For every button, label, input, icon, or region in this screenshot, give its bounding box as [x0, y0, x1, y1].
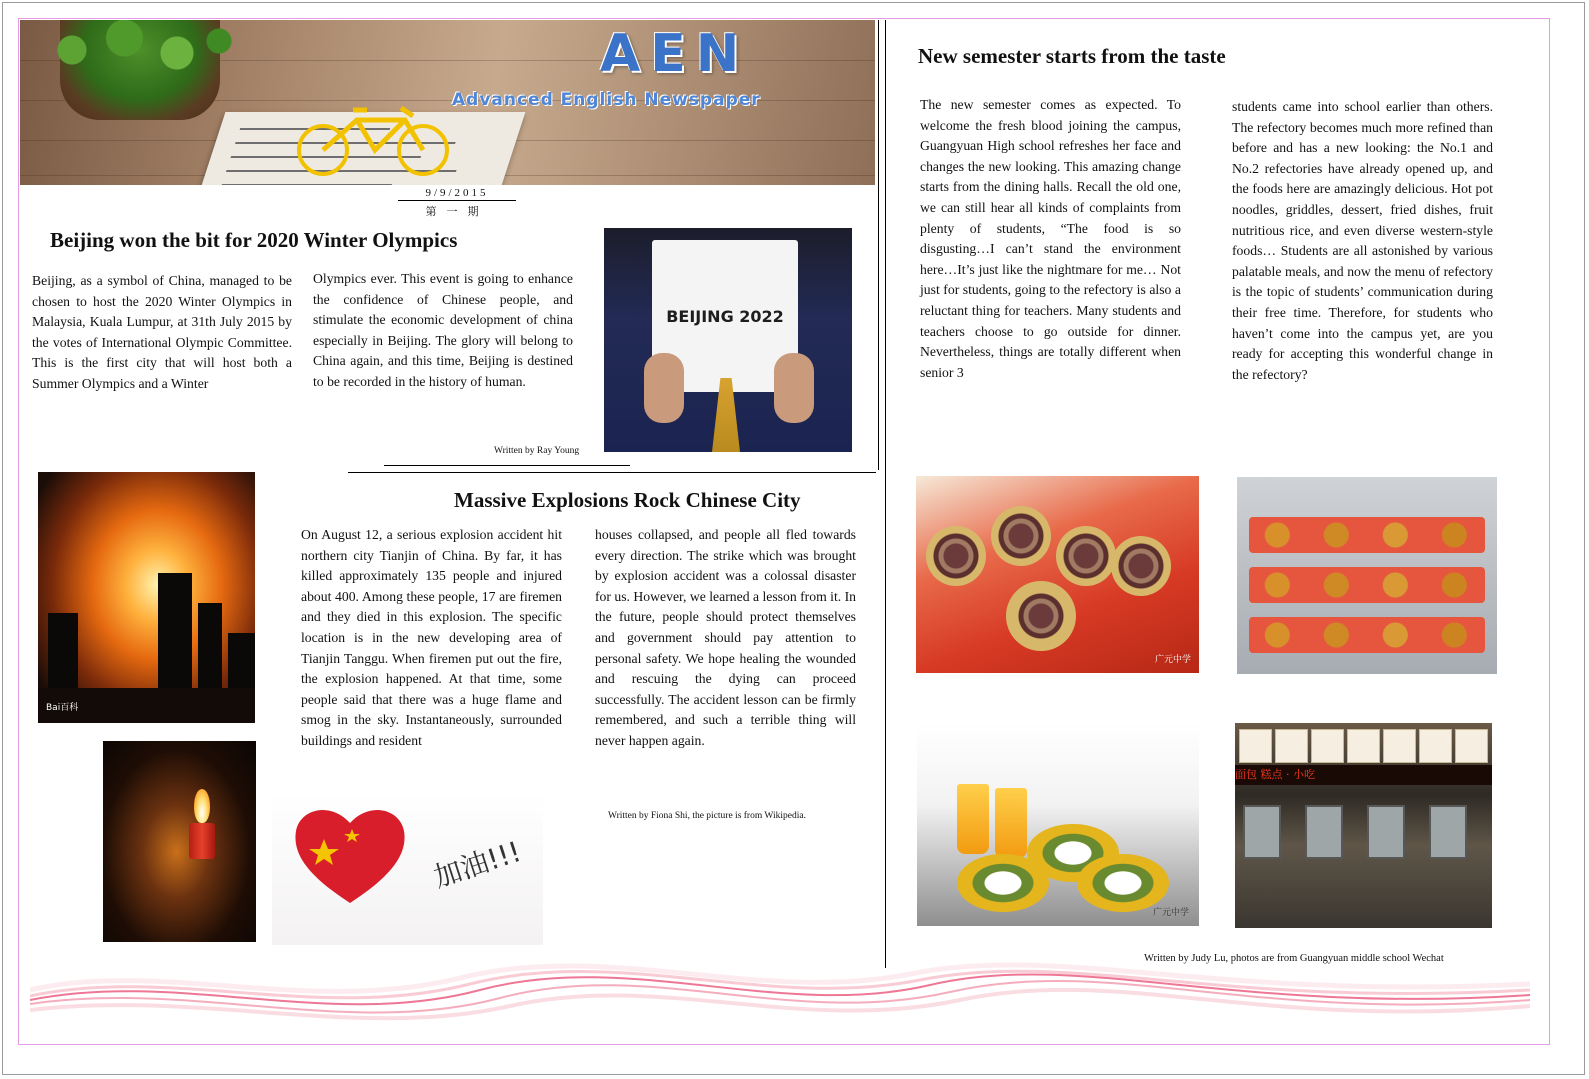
canteen-ticker: 面包 糕点 · 小吃	[1235, 765, 1492, 785]
issue-date: 9/9/2015	[398, 186, 516, 201]
beijing-2022-photo	[604, 228, 852, 452]
winter-olympics-column-1: Beijing, as a symbol of China, managed to be chosen to host the 2020 Winter Olympics in Malaysia, Kuala Lumpur, at 31th July 2015 by the votes of International Olympic Committee. This is the first city that will host both a Summer Olympics and a Winter	[32, 273, 292, 391]
explosions-column-1: On August 12, a serious explosion accident hit northern city Tianjin of China. By far, it has killed approximately 135 people and injured about 400. Among these people, 17 are firemen and they died in this explosion. The specific location is in the new developing area of Tianjin Tanggu. When firemen put out the fire, the explosion happened. At that time, some people said that there was a huge flame and smog in the sky. Instantaneously, surrounded buildings and resident	[301, 527, 562, 748]
hand-left	[644, 353, 684, 423]
column-divider	[885, 20, 886, 968]
headline-new-semester: New semester starts from the taste	[918, 44, 1226, 68]
heart-jiayou-image	[272, 793, 543, 945]
credit-rule	[384, 465, 630, 466]
meal-plates-photo	[917, 724, 1199, 926]
pastry-counter-photo	[1237, 477, 1497, 674]
semester-column-2: students came into school earlier than others. The refectory becomes much more refined than before and has a new looking: the No.1 and No.2 refectories have already opened up, and the foods here are amazingly delicious. Hot pot noodles, griddles, dessert, fried dishes, fruit nutritious rice, and even diverse western-style foods… Students are all astonished by various palatable meals, and now the menu of refectory is the topic of students’ communication during their free time. Therefore, for students who haven’t come into the campus yet, are you ready for accepting this wonderful change in the refectory?	[1232, 99, 1493, 382]
candle-photo	[103, 741, 256, 942]
hand-right	[774, 353, 814, 423]
section-rule	[348, 472, 876, 473]
heart-icon	[290, 799, 410, 909]
explosions-column-2: houses collapsed, and people all fled towards every direction. The strike which was brought by explosion accident was a colossal disaster for us. However, we learned a lesson from it. In the future, people should protect themselves and government should pay attention to personal safety. We hope healing the wounded and rescuing the dying can proceed successfully. The accident lesson can be firmly remembered, and such a terrible thing will never happen again.	[595, 527, 856, 748]
food-watermark-2: 广元中学	[1152, 908, 1189, 918]
candle-body	[189, 823, 215, 859]
winter-olympics-credit: Written by Ray Young	[494, 446, 580, 456]
semester-credit: Written by Judy Lu, photos are from Guangyuan middle school Wechat	[1144, 953, 1444, 964]
plant-leaves-image	[30, 20, 240, 80]
explosions-credit: Written by Fiona Shi, the picture is from Wikipedia.	[608, 811, 806, 821]
candle-flame	[194, 789, 210, 823]
banner-divider	[878, 20, 879, 470]
canteen-windows-photo	[1235, 723, 1492, 928]
decorative-wave	[30, 960, 1530, 1040]
food-watermark-1: 广元中学	[1154, 655, 1191, 665]
logo-title: AEN	[600, 24, 750, 84]
explosion-photo	[38, 472, 255, 723]
bicycle-icon	[295, 98, 455, 178]
issue-number: 第一期	[425, 205, 489, 218]
explosion-watermark: Bai百科	[46, 703, 79, 713]
winter-olympics-column-2: Olympics ever. This event is going to enhance the confidence of Chinese people, and stimulate the economic development of china especially in Beijing. The glory will belong to China again, and this time, Beijing is destined to be recorded in the history of human.	[313, 271, 573, 389]
masthead-banner	[20, 20, 875, 185]
swiss-roll-photo	[916, 476, 1199, 673]
logo-subtitle: Advanced English Newspaper	[452, 90, 761, 110]
jiayou-caption: 加油!!!	[429, 834, 526, 894]
semester-column-1: The new semester comes as expected. To welcome the fresh blood joining the campus, Guangyuan High school refreshes her face and changes the new looking. This amazing change starts from the dining halls. Recall the old one, we can still hear all kinds of complaints from plenty of students, “The food is so disgusting…I can’t stand the environment here…It’s just like the nightmare for me… Not just for students, going to the refectory is also a reluctant thing for teachers. Many students and teachers choose to go outside for dinner. Nevertheless, things are totally different when senior 3	[920, 97, 1181, 380]
headline-winter-olympics: Beijing won the bit for 2020 Winter Olympics	[50, 228, 458, 252]
headline-explosions: Massive Explosions Rock Chinese City	[454, 488, 801, 512]
beijing-2022-sign: BEIJING 2022	[652, 240, 798, 392]
